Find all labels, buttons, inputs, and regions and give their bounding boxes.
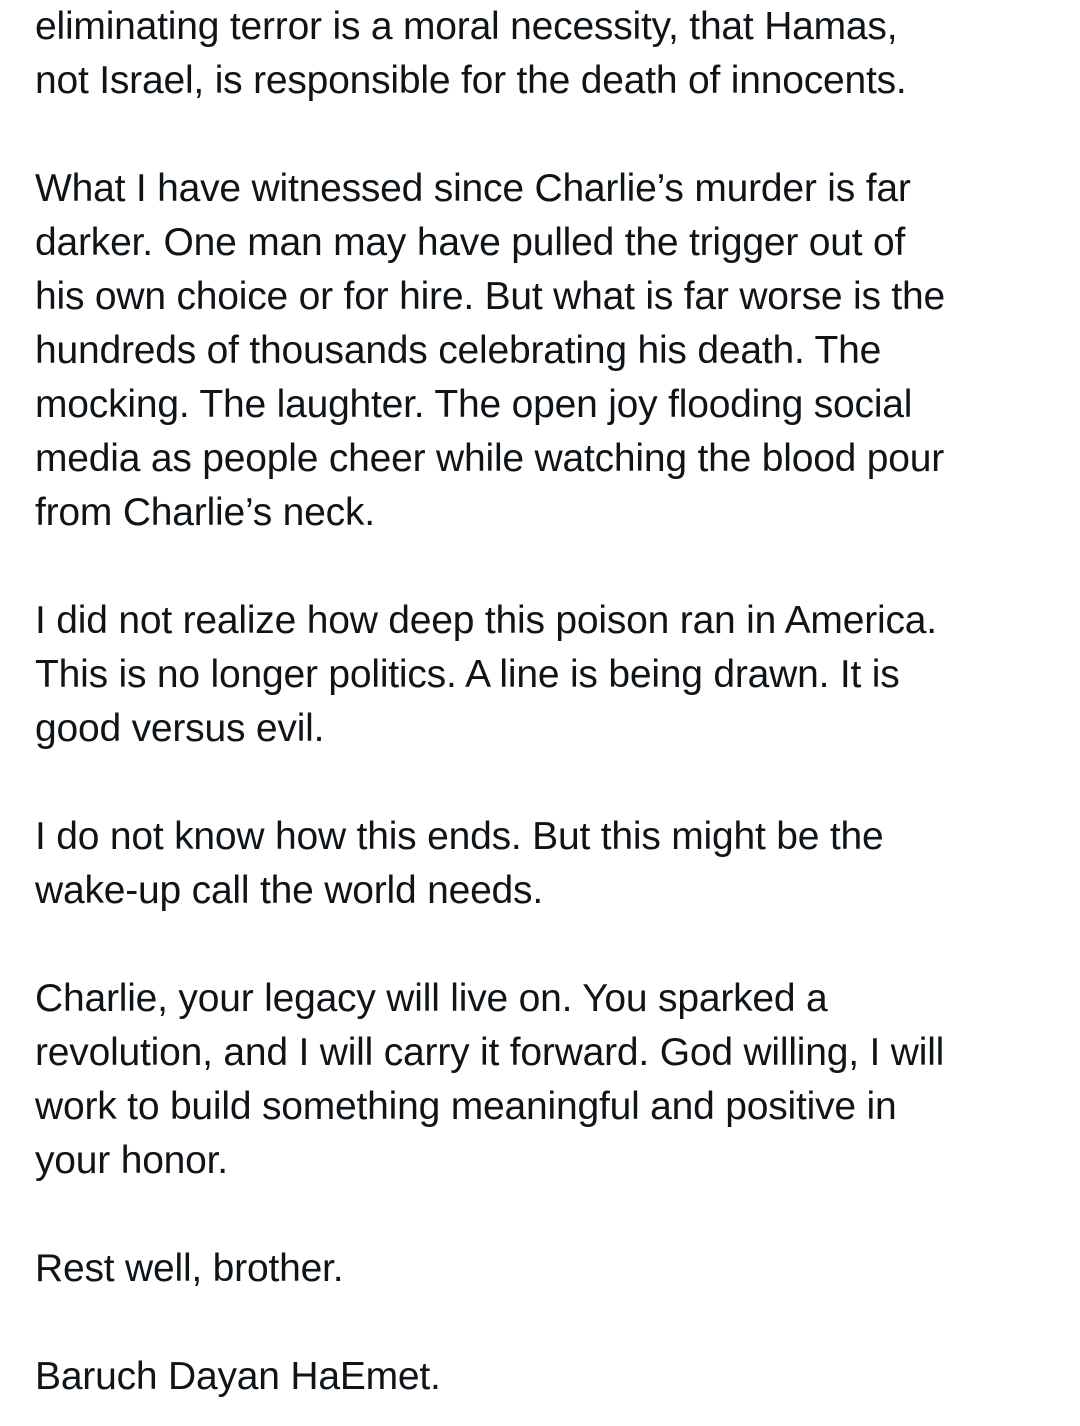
post-text-line: Rest well, brother. bbox=[35, 1247, 344, 1290]
paragraph-spacer bbox=[35, 1188, 1065, 1242]
post-paragraph bbox=[35, 810, 1065, 918]
post-text-line: I did not realize how deep this poison ran in America. bbox=[35, 599, 937, 642]
paragraph-spacer bbox=[35, 540, 1065, 594]
post-text-line: revolution, and I will carry it forward. God willing, I will bbox=[35, 1031, 945, 1074]
post-text-line: What I have witnessed since Charlie’s murder is far bbox=[35, 167, 911, 210]
post-text-line: Charlie, your legacy will live on. You sparked a bbox=[35, 977, 828, 1020]
post-text-line: work to build something meaningful and positive in bbox=[35, 1085, 897, 1128]
paragraph-spacer bbox=[35, 918, 1065, 972]
paragraph-spacer bbox=[35, 108, 1065, 162]
paragraph-spacer bbox=[35, 1296, 1065, 1350]
post-text-line: good versus evil. bbox=[35, 707, 325, 750]
post-paragraph bbox=[35, 1350, 1065, 1404]
post-text-line: your honor. bbox=[35, 1139, 228, 1182]
post-paragraph bbox=[35, 162, 1065, 540]
paragraph-spacer bbox=[35, 756, 1065, 810]
post-text-line: wake-up call the world needs. bbox=[35, 869, 543, 912]
post-paragraph bbox=[35, 0, 1065, 108]
post-paragraph bbox=[35, 972, 1065, 1188]
post-text-line: media as people cheer while watching the blood pour bbox=[35, 437, 945, 480]
post-paragraph bbox=[35, 594, 1065, 756]
post-text-line: eliminating terror is a moral necessity, that Hamas, bbox=[35, 5, 898, 48]
post-text-line: his own choice or for hire. But what is far worse is the bbox=[35, 275, 946, 318]
post-text-line: from Charlie’s neck. bbox=[35, 491, 375, 534]
post-text-line: Baruch Dayan HaEmet. bbox=[35, 1355, 441, 1398]
post-text-body bbox=[35, 0, 1065, 1404]
post-text-line: This is no longer politics. A line is being drawn. It is bbox=[35, 653, 900, 696]
post-paragraph bbox=[35, 1242, 1065, 1296]
post-text-line: hundreds of thousands celebrating his death. The bbox=[35, 329, 882, 372]
post-text-line: darker. One man may have pulled the trigger out of bbox=[35, 221, 906, 264]
post-text-line: I do not know how this ends. But this might be the bbox=[35, 815, 884, 858]
post-text-line: mocking. The laughter. The open joy flooding social bbox=[35, 383, 913, 426]
post-text-line: not Israel, is responsible for the death of innocents. bbox=[35, 59, 907, 102]
